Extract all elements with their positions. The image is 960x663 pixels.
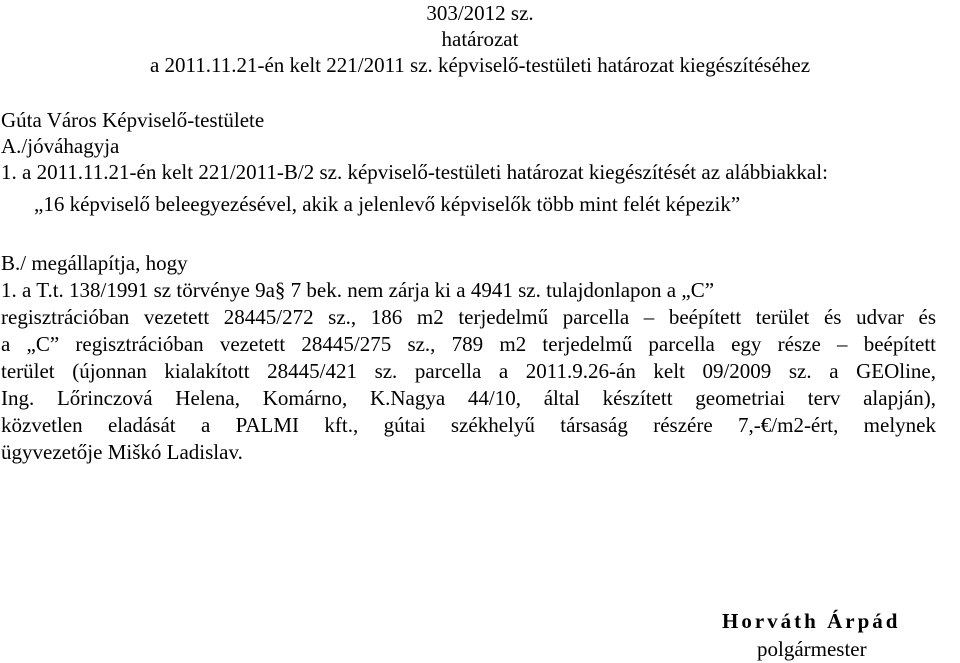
item-b1-line: Ing. Lőrinczová Helena, Komárno, K.Nagya 44/10, által készített geometriai terv alapján), — [1, 386, 936, 410]
signature-name: Horváth Árpád — [722, 609, 901, 633]
item-b1-line: közvetlen eladását a PALMI kft., gútai székhelyű társaság részére 7,-€/m2-ért, melynek — [1, 413, 936, 437]
item-a1-line-2: „16 képviselő beleegyezésével, akik a jelenlevő képviselők több mint felét képezik” — [34, 192, 741, 216]
item-a1-line-1: 1. a 2011.11.21-én kelt 221/2011-B/2 sz. képviselő-testületi határozat kiegészítését az alábbiakkal: — [1, 160, 828, 184]
signature-title: polgármester — [757, 637, 867, 661]
item-b1-line: terület (újonnan kialakított 28445/421 sz. parcella a 2011.9.26-án kelt 09/2009 sz. a GEOline, — [1, 359, 936, 383]
resolution-type: határozat — [441, 27, 519, 51]
item-b1-line: ügyvezetője Miškó Ladislav. — [1, 440, 243, 464]
issuer: Gúta Város Képviselő-testülete — [1, 108, 265, 132]
section-b-heading: B./ megállapítja, hogy — [1, 251, 188, 275]
item-b1-line: 1. a T.t. 138/1991 sz törvénye 9a§ 7 bek. nem zárja ki a 4941 sz. tulajdonlapon a „C” — [1, 278, 715, 302]
item-b1-line: regisztrációban vezetett 28445/272 sz., 186 m2 terjedelmű parcella – beépített terület és udvar és — [1, 305, 936, 329]
resolution-subject: a 2011.11.21-én kelt 221/2011 sz. képviselő-testületi határozat kiegészítéséhez — [149, 53, 811, 77]
resolution-number: 303/2012 sz. — [426, 1, 534, 25]
section-a-heading: A./jóváhagyja — [1, 134, 120, 158]
item-b1-line: a „C” regisztrációban vezetett 28445/275 sz., 789 m2 terjedelmű parcella egy része – beépített — [1, 332, 936, 356]
